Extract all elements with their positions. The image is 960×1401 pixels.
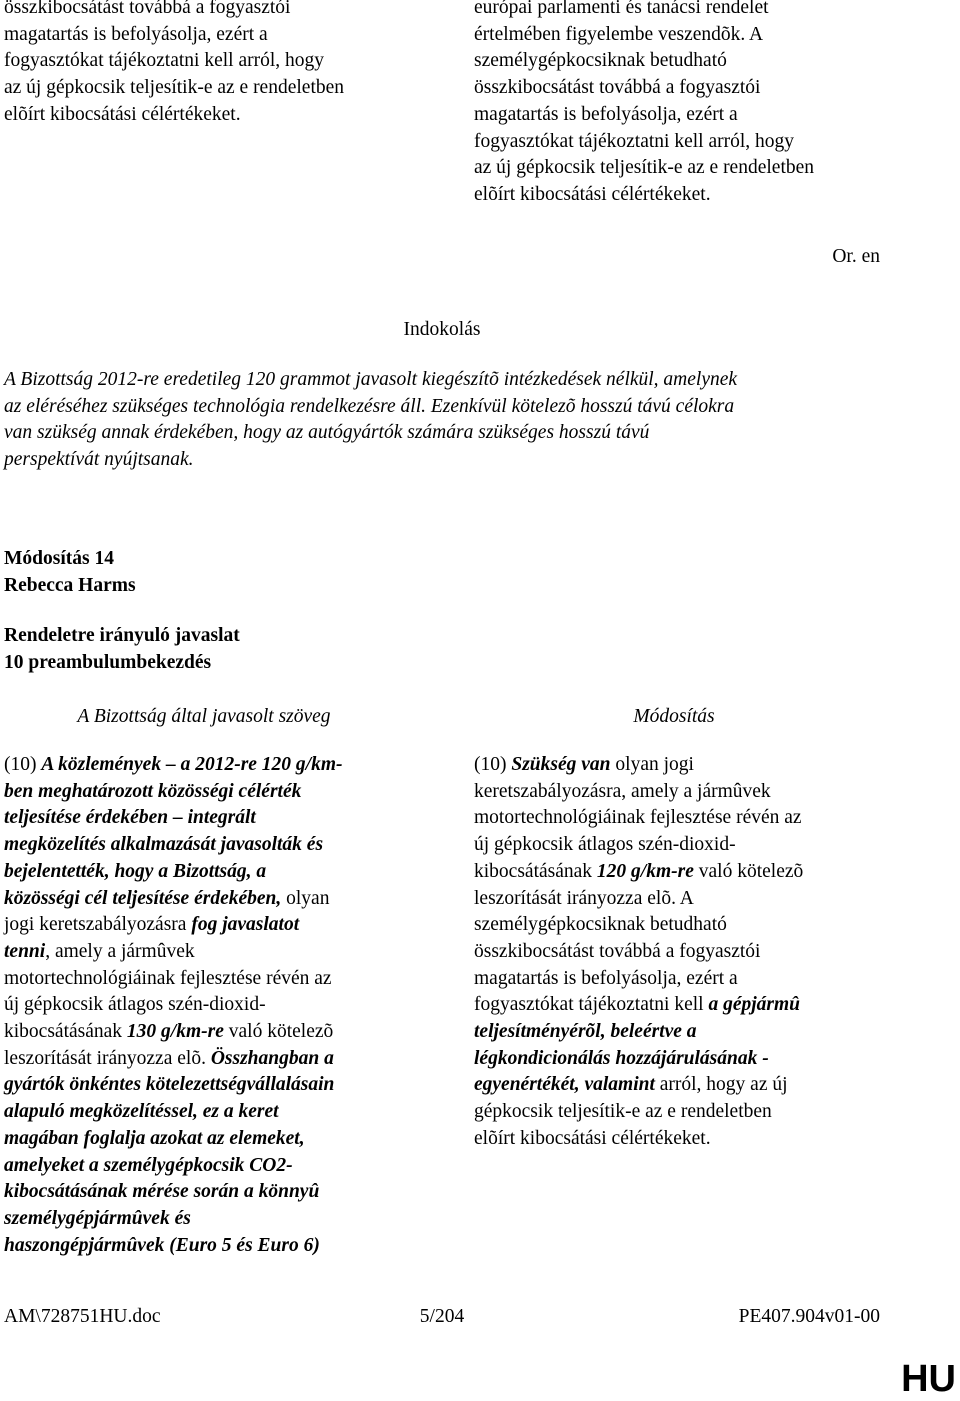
changed-text-run: gyártók önkéntes kötelezettségvállalásain <box>4 1074 335 1096</box>
changed-text-run: a gépjármû <box>708 994 801 1016</box>
changed-text-run: közösségi cél teljesítése érdekében, <box>4 887 282 909</box>
text-run: való kötelezõ <box>693 860 804 882</box>
text-line <box>4 886 444 913</box>
text-line: fogyasztókat tájékoztatni kell arról, hogy <box>474 130 795 152</box>
text-line <box>474 1099 934 1126</box>
changed-text-run: teljesítése érdekében – integrált <box>4 807 256 829</box>
language-mark: HU <box>901 1358 956 1400</box>
right-column-heading: Módosítás <box>633 706 715 727</box>
page-footer <box>0 1306 960 1336</box>
text-line <box>474 886 934 913</box>
text-line: fogyasztókat tájékoztatni kell arról, hogy <box>4 50 325 72</box>
text-run: való kötelezõ <box>223 1021 334 1043</box>
text-run: leszorítását irányozza elõ. A <box>474 887 694 909</box>
pe-reference: PE407.904v01-00 <box>738 1306 880 1327</box>
text-run: fogyasztókat tájékoztatni kell <box>474 994 709 1016</box>
text-line: személygépkocsiknak betudható <box>474 50 727 72</box>
changed-text-run: ben meghatározott közösségi célérték <box>4 780 302 802</box>
recital-reference: 10 preambulumbekezdés <box>4 652 212 673</box>
text-line <box>4 1072 444 1099</box>
changed-text-run: A közlemények – a 2012-re 120 g/km- <box>41 754 343 775</box>
text-run: kibocsátásának <box>4 1021 127 1043</box>
text-line <box>474 992 934 1019</box>
changed-text-run: kibocsátásának mérése során a könnyû <box>4 1181 320 1203</box>
text-run: motortechnológiáinak fejlesztése révén az <box>474 807 802 829</box>
text-run: (10) <box>4 754 42 775</box>
changed-text-run: bejelentették, hogy a Bizottság, a <box>4 860 267 882</box>
text-run: magatartás is befolyásolja, ezért a <box>474 967 738 989</box>
page-number: 5/204 <box>419 1306 465 1327</box>
changed-text-run: tenni <box>4 940 46 962</box>
text-line: összkibocsátást továbbá a fogyasztói <box>4 0 291 18</box>
text-line <box>4 939 444 966</box>
changed-text-run: légkondicionálás hozzájárulásának - <box>474 1047 769 1069</box>
text-line: az új gépkocsik teljesítik-e az e rendeletben <box>4 77 345 99</box>
text-line <box>474 859 934 886</box>
text-run: arról, hogy az új <box>654 1074 788 1096</box>
changed-text-run: fog javaslatot <box>191 914 300 936</box>
text-line <box>4 832 444 859</box>
text-line: magatartás is befolyásolja, ezért a <box>474 103 738 125</box>
text-line <box>4 1233 444 1260</box>
text-line <box>4 912 444 939</box>
text-line <box>474 1019 934 1046</box>
text-line <box>474 779 934 806</box>
text-line: az eléréséhez szükséges technológia rendelkezésre áll. Ezenkívül kötelezõ hosszú távú célokra <box>4 395 735 417</box>
text-run: motortechnológiáinak fejlesztése révén az <box>4 967 332 989</box>
text-run: elõírt kibocsátási célértékeket. <box>474 1127 711 1149</box>
text-line <box>474 1072 934 1099</box>
text-line: összkibocsátást továbbá a fogyasztói <box>474 77 761 99</box>
text-line: elõírt kibocsátási célértékeket. <box>4 103 241 125</box>
text-line <box>4 779 444 806</box>
changed-text-run: teljesítményérõl, beleértve a <box>474 1021 697 1043</box>
text-line <box>4 1153 444 1180</box>
text-run: gépkocsik teljesítik-e az e rendeletben <box>474 1101 772 1123</box>
changed-text-run: magában foglalja azokat az elemeket, <box>4 1127 305 1149</box>
changed-text-run: Összhangban a <box>210 1047 334 1069</box>
changed-text-run: egyenértékét, valamint <box>474 1074 655 1096</box>
text-line <box>4 859 444 886</box>
document-reference: AM\728751HU.doc <box>4 1306 161 1327</box>
text-line <box>474 1126 934 1153</box>
text-run: olyan jogi <box>610 754 694 775</box>
text-line <box>4 966 444 993</box>
changed-text-run: amelyeket a személygépkocsik CO2- <box>4 1154 293 1176</box>
changed-text-run: megközelítés alkalmazását javasolták és <box>4 834 324 856</box>
changed-text-run: Szükség van <box>511 754 611 775</box>
original-language-note: Or. en <box>832 246 880 267</box>
text-line <box>4 1019 444 1046</box>
text-line <box>474 805 934 832</box>
text-run: olyan <box>281 887 330 909</box>
text-line: európai parlamenti és tanácsi rendelet <box>474 0 769 18</box>
amended-text <box>474 752 934 1153</box>
text-run: új gépkocsik átlagos szén-dioxid- <box>4 994 266 1016</box>
changed-text-run: alapuló megközelítéssel, ez a keret <box>4 1101 279 1123</box>
proposal-type: Rendeletre irányuló javaslat <box>4 625 240 646</box>
text-line <box>4 1046 444 1073</box>
previous-page-right-column <box>474 0 934 209</box>
text-run: kibocsátásának <box>474 860 597 882</box>
text-line: perspektívát nyújtsanak. <box>4 449 194 471</box>
amendment-author: Rebecca Harms <box>4 575 136 596</box>
changed-text-run: 120 g/km-re <box>596 860 694 882</box>
text-line: értelmében figyelembe veszendõk. A <box>474 23 764 45</box>
text-line <box>474 752 934 779</box>
text-line: magatartás is befolyásolja, ezért a <box>4 23 268 45</box>
text-line <box>474 832 934 859</box>
changed-text-run: személygépjármûvek és <box>4 1207 191 1229</box>
text-line <box>4 752 444 779</box>
text-line: A Bizottság 2012-re eredetileg 120 grammot javasolt kiegészítõ intézkedések nélkül, amelynek <box>4 369 738 390</box>
text-run: leszorítását irányozza elõ. <box>4 1047 211 1069</box>
text-line: elõírt kibocsátási célértékeket. <box>474 183 711 205</box>
text-run: személygépkocsiknak betudható <box>474 914 727 936</box>
text-line <box>4 805 444 832</box>
left-column-heading: A Bizottság által javasolt szöveg <box>77 706 331 727</box>
commission-text <box>4 752 444 1259</box>
amendment-number: Módosítás 14 <box>4 548 114 569</box>
text-run: összkibocsátást továbbá a fogyasztói <box>474 940 761 962</box>
changed-text-run: haszongépjármûvek (Euro 5 és Euro 6) <box>4 1234 320 1256</box>
text-run: új gépkocsik átlagos szén-dioxid- <box>474 834 736 856</box>
text-line <box>4 1179 444 1206</box>
justification-text <box>4 367 904 474</box>
text-line <box>4 1099 444 1126</box>
previous-page-left-column <box>4 0 444 129</box>
text-line <box>4 1126 444 1153</box>
text-line <box>4 1206 444 1233</box>
text-line: van szükség annak érdekében, hogy az autógyártók számára szükséges hosszú távú <box>4 422 650 444</box>
text-line <box>474 912 934 939</box>
text-line: az új gépkocsik teljesítik-e az e rendeletben <box>474 157 815 179</box>
text-run: keretszabályozásra, amely a jármûvek <box>474 780 771 802</box>
text-line <box>474 1046 934 1073</box>
text-line <box>4 992 444 1019</box>
text-line <box>474 966 934 993</box>
changed-text-run: 130 g/km-re <box>126 1021 224 1043</box>
text-run: , amely a jármûvek <box>45 940 195 962</box>
text-line <box>474 939 934 966</box>
text-run: (10) <box>474 754 512 775</box>
text-run: jogi keretszabályozásra <box>4 914 192 936</box>
justification-heading: Indokolás <box>403 319 481 340</box>
